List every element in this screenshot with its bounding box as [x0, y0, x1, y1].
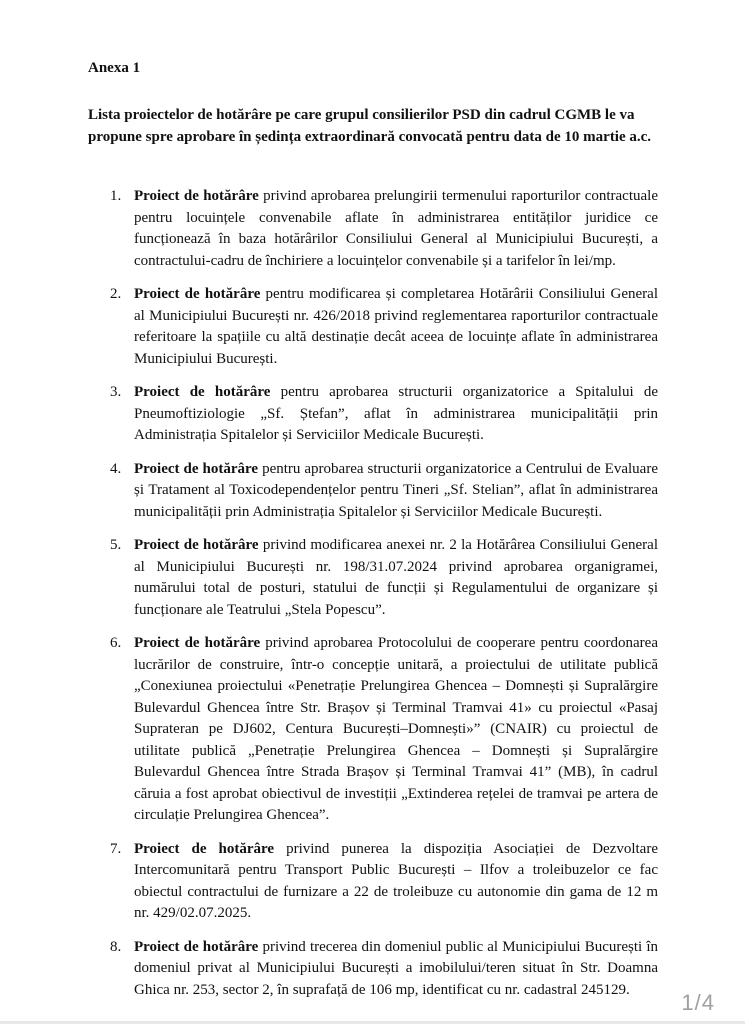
item-lead: Proiect de hotărâre [134, 286, 261, 302]
item-lead: Proiect de hotărâre [134, 188, 259, 204]
item-number: 1. [110, 188, 122, 204]
item-text: privind punerea la dispoziția Asociației de Dezvoltare Intercomunitară pentru Transport Public București – Ilfov a troleibuzelor ce fac obiectul contractului de furnizare a 22 de troleibuze cu autonomie din gama de 12 m nr. 429/02.07.2025. [134, 840, 658, 921]
item-lead: Proiect de hotărâre [134, 840, 275, 857]
list-item [88, 284, 658, 370]
item-lead: Proiect de hotărâre [134, 384, 271, 400]
item-lead: Proiect de hotărâre [134, 635, 261, 651]
list-item [88, 937, 658, 1002]
list-item [88, 839, 658, 925]
item-number: 6. [110, 635, 122, 651]
project-list [88, 186, 658, 1013]
list-item [88, 186, 658, 272]
item-lead: Proiect de hotărâre [134, 460, 259, 477]
item-text: privind aprobarea Protocolului de cooperare pentru coordonarea lucrărilor de construire, într-o concepție unitară, a proiectului de utilitate publică „Conexiunea proiectului «Penetrație Prelungirea Ghencea – Domnești și Supralărgire Bulevardul Ghencea între Str. Brașov și Terminal Tramvai 41» cu proiectul «Pasaj Suprateran pe DJ602, Centura București–Domnești»” (CNAIR) cu proiectul de utilitate publică „Penetrație Prelungirea Ghencea – Domnești și Supralărgire Bulevardul Ghencea între Strada Brașov și Terminal Tramvai 41” (MB), în cadrul căruia a fost aprobat obiectivul de investiții „Extinderea rețelei de tramvai pe artera de circulație Prelungirea Ghencea”. [134, 635, 658, 823]
annex-label: Anexa 1 [88, 60, 141, 76]
item-lead: Proiect de hotărâre [134, 938, 259, 955]
item-number: 4. [110, 460, 122, 477]
item-number: 7. [110, 840, 122, 857]
item-number: 8. [110, 938, 122, 955]
list-item [88, 459, 658, 524]
item-text: privind modificarea anexei nr. 2 la Hotărârea Consiliului General al Municipiului București nr. 198/31.07.2024 privind aprobarea organigramei, numărului total de posturi, statului de funcții și Regulamentului de organizare și funcționare ale Teatrului „Stela Popescu”. [134, 537, 659, 618]
item-text: privind aprobarea prelungirii termenului raporturilor contractuale pentru locuințele convenabile aflate în administrarea entităților juridice ce funcționează în baza hotărârilor Consiliului General al Municipiului București, a contractului-cadru de închiriere a locuințelor convenabile și a tarifelor în lei/mp. [134, 188, 658, 269]
document-title: Lista proiectelor de hotărâre pe care grupul consilierilor PSD din cadrul CGMB le va propune spre aprobare în ședința extraordinară convocată pentru data de 10 martie a.c. [88, 107, 652, 145]
item-lead: Proiect de hotărâre [134, 537, 259, 553]
item-text: privind trecerea din domeniul public al Municipiului București în domeniul privat al Municipiului București a imobilului/teren situat în Str. Doamna Ghica nr. 253, sector 2, în suprafață de 106 mp, identificat cu nr. cadastral 245129. [134, 938, 658, 998]
page-indicator: 1/4 [681, 990, 715, 1015]
list-item [88, 382, 658, 447]
list-item [88, 535, 658, 621]
item-text: pentru aprobarea structurii organizatorice a Spitalului de Pneumoftiziologie „Sf. Ștefan”, aflat în administrarea municipalității prin Administrația Spitalelor și Serviciilor Medicale București. [134, 384, 658, 443]
item-number: 2. [110, 286, 122, 302]
item-text: pentru modificarea și completarea Hotărârii Consiliului General al Municipiului București nr. 426/2018 privind reglementarea raporturilor contractuale referitoare la spațiile cu altă destinație decât aceea de locuințe aflate în administrarea Municipiului București. [134, 286, 658, 367]
item-number: 5. [110, 537, 122, 553]
item-text: pentru aprobarea structurii organizatorice a Centrului de Evaluare și Tratament al Toxicodependențelor pentru Tineri „Sf. Stelian”, aflat în administrarea municipalității prin Administrația Spitalelor și Serviciilor Medicale București. [134, 460, 658, 520]
item-number: 3. [110, 384, 122, 400]
list-item [88, 633, 658, 827]
